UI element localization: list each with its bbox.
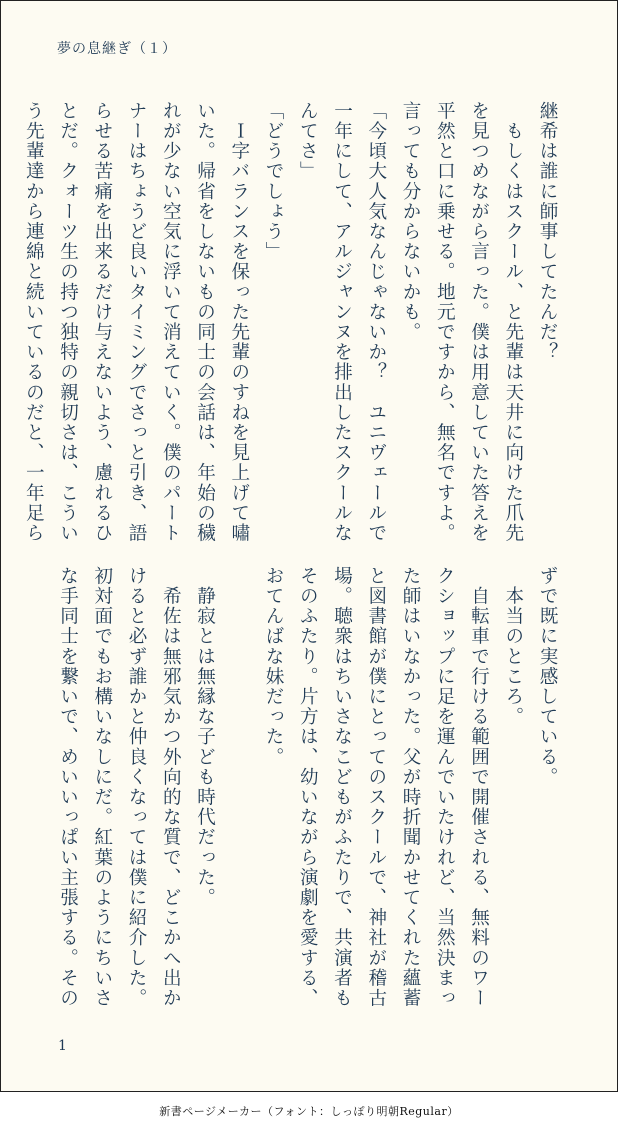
text-column: 平然と口に乗せる。地元ですから、無名ですよ。 (434, 101, 456, 544)
text-column: 自転車で行ける範囲で開催される、無料のワー (468, 566, 490, 1009)
text-column: れが少ない空気に浮いて消えていく。僕のパート (160, 101, 182, 544)
text-column: 「どうでしょう」 (263, 101, 284, 262)
text-column: らせる苦痛を出来るだけ与えないよう、慮れるひ (91, 101, 113, 544)
footer-caption: 新書ページメーカー（フォント：しっぽり明朝Regular） (159, 1105, 459, 1118)
text-column: おてんばな妹だった。 (263, 566, 284, 767)
text-column: ずで既に実感している。 (537, 566, 558, 788)
text-column: 初対面でもお構いなしにだ。紅葉のようにちいさ (91, 566, 113, 1009)
text-column: とだ。クォーツ生の持つ独特の親切さは、こうい (57, 101, 79, 544)
text-column: Ｉ字バランスを保った先輩のすねを見上げて嘯 (228, 101, 250, 544)
page-title: 夢の息継ぎ（１） (57, 41, 177, 57)
text-column: 希佐は無邪気かつ外向的な質で、どこかへ出か (160, 566, 182, 1009)
text-column: う先輩達から連綿と続いているのだと、一年足ら (23, 101, 45, 544)
text-column: 一年にして、アルジャンヌを排出したスクールな (331, 101, 353, 544)
text-column: な手同士を繋いで、めいいっぱい主張する。その (57, 566, 79, 1009)
text-column: 継希は誰に師事してたんだ？ (537, 101, 558, 363)
text-column: た師はいなかった。父が時折聞かせてくれた蘊蓄 (400, 566, 421, 1009)
text-column: いた。帰省をしないもの同士の会話は、年始の穢 (194, 101, 216, 544)
text-column: 静寂とは無縁な子ども時代だった。 (194, 566, 216, 908)
blank-column (222, 566, 256, 986)
page-number: 1 (58, 1038, 67, 1054)
text-column: もしくはスクール、と先輩は天井に向けた爪先 (502, 101, 524, 544)
text-column: んてさ」 (297, 101, 319, 182)
text-column: 本当のところ。 (502, 566, 524, 727)
text-column: けると必ず誰かと仲良くなっては僕に紹介した。 (126, 566, 147, 1009)
text-column: クショップに足を運んでいたけれど、当然決まっ (434, 566, 456, 1009)
text-column: ナーはちょうど良いタイミングでさっと引き、語 (126, 101, 147, 544)
text-column: そのふたり。片方は、幼いながら演劇を愛する、 (297, 566, 319, 1009)
text-column: 言っても分からないかも。 (400, 101, 421, 343)
text-column: 「今頃大人気なんじゃないか？ ユニヴェールで (365, 101, 387, 544)
upper-text-block (23, 101, 564, 544)
lower-text-block (49, 566, 564, 1009)
text-column: と図書館が僕にとってのスクールで、神社が稽古 (365, 566, 387, 1009)
text-column: を見つめながら言った。僕は用意していた答えを (468, 101, 490, 544)
text-column: 場。聴衆はちいさなこどもがふたりで、共演者も (331, 566, 353, 1009)
